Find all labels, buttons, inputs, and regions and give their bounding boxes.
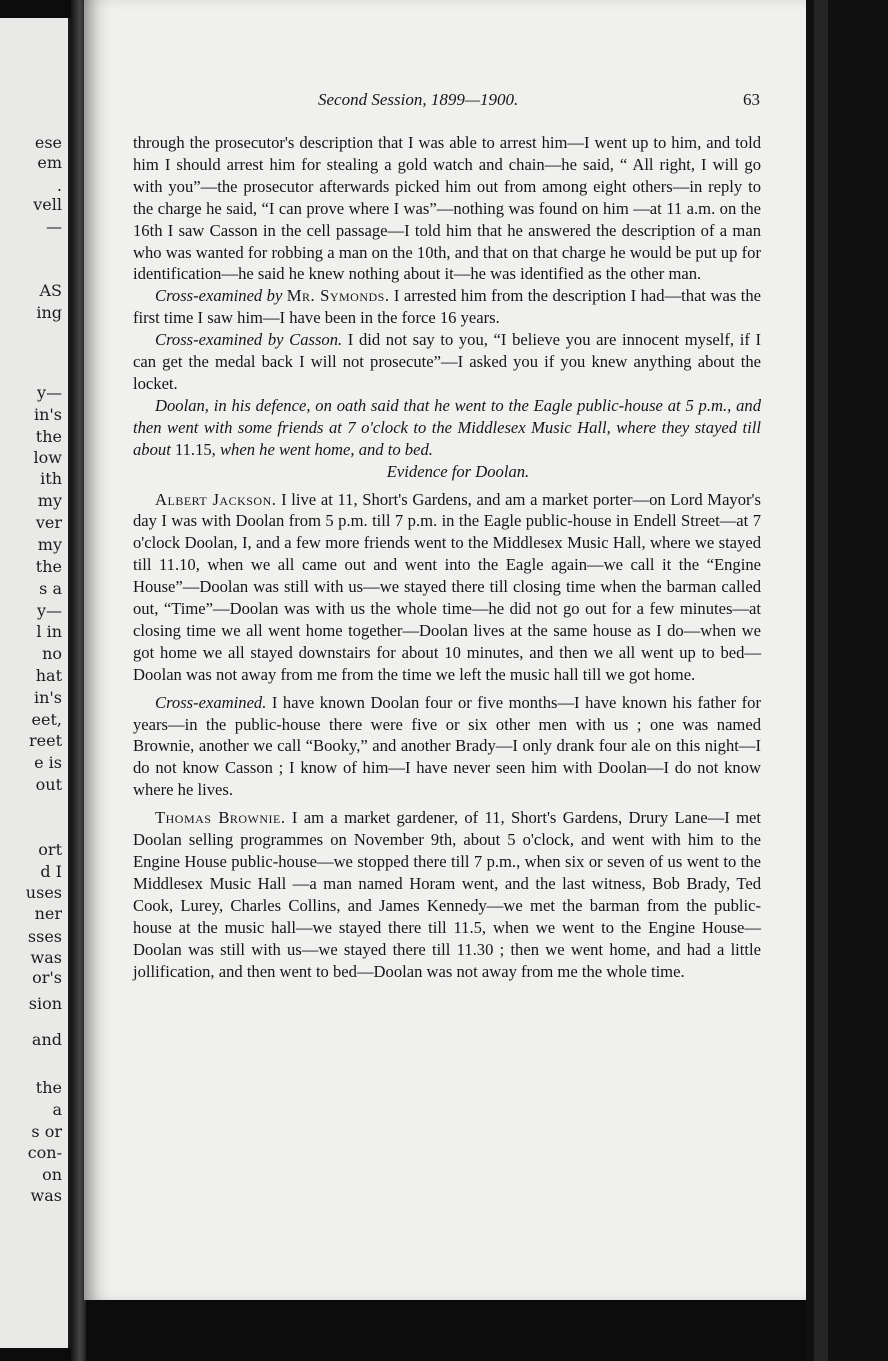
left-page-fragment: y— [36, 601, 62, 620]
left-page-fragment: AS [39, 281, 62, 300]
text-run: Cross-examined by [155, 286, 283, 306]
left-page-fragment: — [46, 217, 62, 236]
text-run: I am a market gardener, of 11, Short's Gardens, Drury Lane—I met Doolan selling programmes on November 9th, about 5 o'clock, and went with him to the Engine House public-house—we stopped there till 7 p.m., when six or seven of us went to the Middlesex Music Hall —a man named Horam went, and the last witness, Bob Brady, Ted Cook, Lurey, Charles Collins, and James Kennedy—we met the barman from the public-house at the music hall—we stayed there till 11.5, when we went to the Engine House—Doolan was still with us—we stayed there till 11.30 ; then we went home, and had a little jollification, and then went to bed—Doolan was not away from me the whole time. [133, 808, 761, 981]
text-run: Evidence for Doolan. [386, 461, 530, 481]
left-page-fragment: e is [34, 753, 62, 772]
page-text [133, 132, 761, 982]
right-edge [806, 0, 888, 1361]
text-run: Mr. Symonds. [286, 286, 390, 306]
left-page-fragment: hat [35, 666, 62, 685]
text-run: I did not say to you, “I believe you are innocent myself, if I can get the medal back I will not prosecute”—I asked you if you knew anything about the locket. [133, 330, 761, 393]
text-run: 11.15, [174, 439, 216, 459]
paragraph-7 [133, 807, 761, 982]
left-page-fragment: em [37, 153, 62, 172]
page-header [84, 88, 806, 114]
left-page-fragment: s a [39, 579, 62, 598]
left-page-fragment: my [37, 535, 62, 554]
left-page-fragment: d I [40, 862, 62, 881]
paragraph-2 [133, 285, 761, 329]
left-page-fragment: or's [32, 968, 62, 987]
left-page-fragment: reet [28, 731, 62, 750]
text-run: when he went home, and to bed. [215, 439, 433, 459]
left-page-fragment: on [42, 1165, 62, 1184]
left-page-fragment: y— [36, 383, 62, 402]
left-page-fragment: s or [31, 1122, 62, 1141]
left-page-fragment: no [42, 644, 62, 663]
text-run: Cross-examined. [155, 692, 267, 712]
left-page-fragment: my [37, 491, 62, 510]
left-page-fragment: vell [33, 195, 62, 214]
left-page-fragment: ese [34, 133, 62, 152]
text-run: Cross-examined by Casson. [155, 330, 343, 350]
left-page-fragment: was [30, 1186, 62, 1205]
left-page-fragment: ver [35, 513, 62, 532]
paragraph-4 [133, 395, 761, 461]
left-page-fragment: a [52, 1100, 62, 1119]
paragraph-6 [133, 692, 761, 802]
left-page-fragment: ner [34, 904, 62, 923]
text-run: I arrested him from the description I had—that was the first time I saw him—I have been in the force 16 years. [133, 286, 761, 328]
section-heading [133, 461, 761, 483]
left-page-fragment: . [56, 176, 62, 195]
left-page-fragment: low [33, 448, 62, 467]
paragraph-5 [133, 489, 761, 686]
text-run: I have known Doolan four or five months—I have known his father for years—in the public-house there were five or six other men with us ; one was named Brownie, another we call “Booky,” and another Brady—I only drank four ale on this night—I do not know Casson ; I know of him—I have never seen him with Doolan—I do not know where he lives. [133, 692, 761, 800]
left-page-fragment: l in [36, 622, 62, 641]
left-page-fragment: sses [27, 927, 62, 946]
page-number: 63 [743, 90, 760, 109]
left-page-fragment: eet, [31, 710, 62, 729]
left-page-fragment: the [35, 427, 62, 446]
paragraph-3 [133, 329, 761, 395]
left-page [0, 18, 71, 1348]
text-run: I live at 11, Short's Gardens, and am a market porter—on Lord Mayor's day I was with Doolan from 5 p.m. till 7 p.m. in the Eagle public-house in Endell Street—at 7 o'clock Doolan, I, and a few more friends went to the Middlesex Music Hall, where we stayed till 11.10, when we all came out and went into the Eagle again—we call it the “Engine House”—Doolan was still with us—we stayed there till closing time when the barman called out, “Time”—Doolan was with us the whole time—he did not go out for a few minutes—at closing time we all went home together—Doolan lives at the same house as I do—when we got home we all stayed downstairs for about 10 minutes, and then we all went up to bed—Doolan was not away from me from the time we left the music hall till we got home. [133, 489, 761, 684]
left-page-fragment: ort [38, 840, 62, 859]
text-run: through the prosecutor's description that I was able to arrest him—I went up to him, and told him I should arrest him for stealing a gold watch and chain—he said, “ All right, I will go with you”—the prosecutor afterwards picked him out from among eight others—in reply to the charge he said, “I can prove where I was”—nothing was found on him —at 11 a.m. on the 16th I saw Casson in the cell passage—I told him that he answered the description of a man who was wanted for robbing a man on the 10th, and that on that charge he would be put up for identification—he said he knew nothing about it—he was identified as the other man. [133, 133, 761, 284]
running-title: Second Session, 1899—1900. [318, 90, 519, 109]
left-page-fragment: ing [36, 303, 62, 322]
left-page-fragment: out [35, 775, 62, 794]
paragraph-1 [133, 132, 761, 285]
left-page-fragment: the [35, 557, 62, 576]
left-page-fragment: ith [40, 469, 62, 488]
text-run: Albert Jackson. [155, 489, 277, 509]
left-page-fragment: in's [33, 688, 62, 707]
text-run: Doolan, in his defence, on oath said that he went to the Eagle public-house at 5 p.m., and then went with some friends at 7 o'clock to the Middlesex Music Hall, where they stayed till about [133, 395, 761, 459]
left-page-fragment: the [35, 1078, 62, 1097]
left-page-fragment: and [31, 1030, 62, 1049]
left-page-fragment: sion [28, 994, 62, 1013]
left-page-fragment: was [30, 948, 62, 967]
left-page-fragment: con- [27, 1143, 62, 1162]
left-page-fragment: uses [25, 883, 62, 902]
left-page-fragment: in's [33, 405, 62, 424]
text-run: Thomas Brownie. [155, 808, 286, 828]
